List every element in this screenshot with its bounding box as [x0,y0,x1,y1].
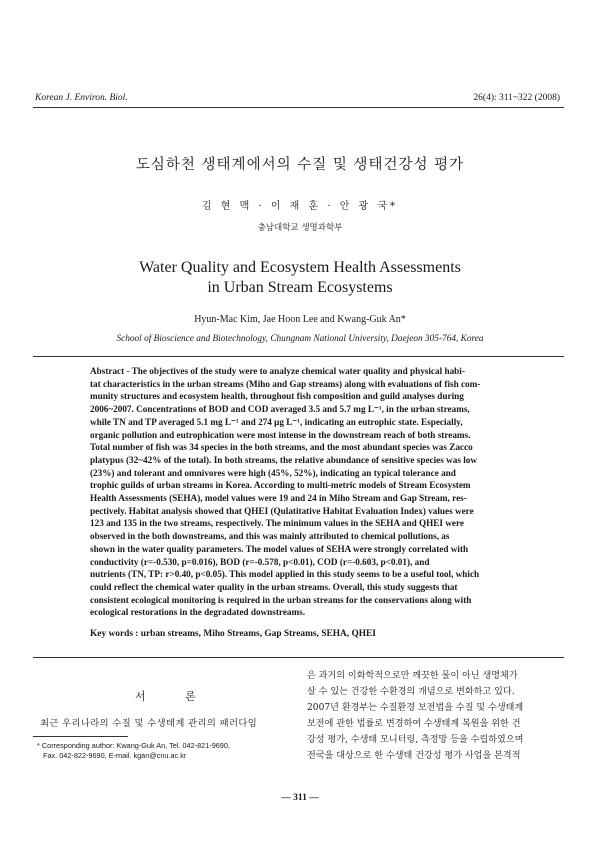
intro-right-line: 은 과거의 이화학적으로만 깨끗한 물이 아닌 생명체가 [307,671,518,681]
abstract-line: shown in the water quality parameters. The model values of SEHA were strongly correlated with [90,543,469,554]
abstract-line: tat characteristics in the urban streams (Miho and Gap streams) along with evaluations of fish com- [90,378,481,389]
abstract-line: 123 and 135 in the two streams, respectively. The minimum values in the SEHA and QHEI were [90,518,464,529]
korean-title: 도심하천 생태계에서의 수질 및 생태건강성 평가 [135,157,465,173]
english-title-line-1: Water Quality and Ecosystem Health Assessments [139,259,461,276]
abstract-line: trophic guilds of urban streams in Korea. According to multi-metric models of Stream Ecosystem [90,480,471,491]
abstract-line: Health Assessments (SEHA), model values were 19 and 24 in Miho Stream and Gap Stream, res- [90,493,467,504]
abstract-line: observed in the both downstreams, and this was mainly attributed to chemical pollutions, as [90,531,450,542]
intro-right-line: 강성 평가, 수생태 모니터링, 측정망 등을 수립하였으며 [307,735,524,745]
abstract-line: Abstract - The objectives of the study were to analyze chemical water quality and physical habi- [90,366,465,376]
abstract-line: Total number of fish was 34 species in the both streams, and the most abundant species was Zacco [90,442,473,453]
abstract-top-rule [33,356,564,357]
journal-citation: 26(4): 311~322 (2008) [473,93,560,103]
abstract-line: munity structures and ecosystem health, throughout fish composition and guild analyses during [90,391,464,402]
abstract-line: platypus (32~42% of the total). In both streams, the relative abundance of sensitive species was low [90,454,477,465]
abstract-line: pectively. Habitat analysis showed that QHEI (Qulatitative Habitat Evaluation Index) values were [90,505,474,516]
abstract-line: could reflect the chemical water quality in the urban streams. Overall, this study suggests that [90,581,458,592]
page-number: — 311 — [281,793,319,803]
footnote-line-2: Fax. 042-822-9690, E-mail. kgan@cnu.ac.kr [43,751,187,760]
abstract-line: conductivity (r=-0.530, p=0.016), BOD (r=-0.578, p<0.01), COD (r=-0.603, p<0.01), and [90,556,430,567]
intro-right-line: 2007년 환경부는 수질환경 보전법을 수질 및 수생태계 [307,703,524,713]
intro-right-line: 살 수 있는 건강한 수환경의 개념으로 변화하고 있다. [307,687,515,697]
intro-left-text: 최근 우리나라의 수질 및 수생태계 관리의 패러다임 [40,718,258,729]
abstract-line: organic pollution and eutrophication were most intense in the downstream reach of both streams. [90,429,471,440]
intro-right-line: 보전에 관한 법률로 변경하여 수생태계 복원을 위한 건 [307,719,521,729]
intro-right-column [307,668,565,764]
section-title-introduction: 서 론 [135,690,214,703]
english-authors: Hyun-Mac Kim, Jae Hoon Lee and Kwang-Guk An* [194,314,406,325]
english-affiliation: School of Bioscience and Biotechnology, Chungnam National University, Daejeon 305-764, Korea [116,334,484,344]
abstract-bottom-rule [33,657,564,658]
abstract-line: (23%) and tolerant and omnivores were high (45%, 52%), indicating an typical tolerance and [90,467,456,478]
header-rule [33,107,564,108]
abstract-line: 2006~2007. Concentrations of BOD and COD averaged 3.5 and 5.7 mg L⁻¹, in the urban streams, [90,404,470,415]
keywords: Key words : urban streams, Miho Streams, Gap Streams, SEHA, QHEI [90,629,376,639]
korean-authors: 김 현 맥 · 이 재 훈 · 안 광 국* [201,201,399,212]
abstract-line: while TN and TP averaged 5.1 mg L⁻¹ and 274 μg L⁻¹, indicating an eutrophic state. Especially, [90,416,463,427]
abstract [90,365,514,619]
english-title [0,258,600,298]
korean-affiliation: 충남대학교 생명과학부 [257,223,343,233]
intro-right-line: 전국을 대상으로 한 수생태 건강성 평가 사업을 본격적 [307,751,521,761]
abstract-line: ecological restorations in the degradated downstreams. [90,607,306,618]
footnote-rule [33,736,128,737]
journal-name: Korean J. Environ. Biol. [35,93,128,103]
footnote-line-1: * Corresponding author: Kwang-Guk An, Tel. 042-821-9690, [37,741,230,750]
corresponding-author-footnote [37,741,230,761]
abstract-line: consistent ecological monitoring is required in the urban streams for the conservations along with [90,594,472,605]
english-title-line-2: in Urban Stream Ecosystems [207,279,393,296]
abstract-line: nutrients (TN, TP: r>0.40, p<0.05). This model applied in this study seems to be a useful tool, which [90,569,480,580]
